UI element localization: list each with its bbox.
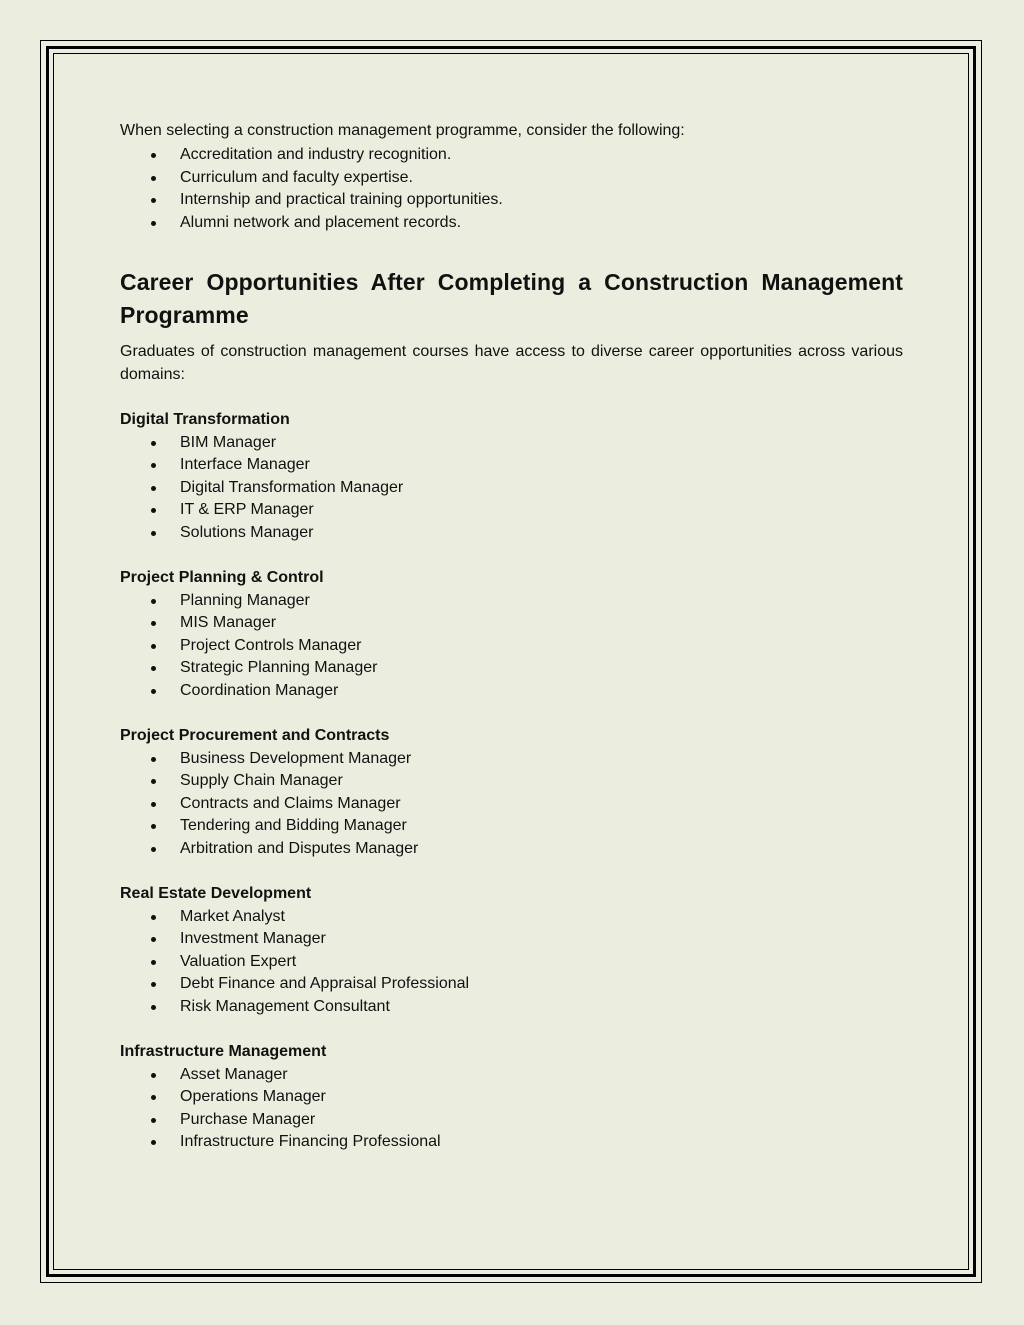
- section-heading: Career Opportunities After Completing a Construction Management Programme: [120, 269, 903, 328]
- list-item: Supply Chain Manager: [120, 770, 903, 793]
- list-item: Business Development Manager: [120, 748, 903, 771]
- section-digital-transformation: [120, 409, 903, 544]
- list-item: Internship and practical training opportunities.: [120, 189, 903, 212]
- list-item: Solutions Manager: [120, 522, 903, 545]
- section-title: Real Estate Development: [120, 885, 312, 902]
- list-item: Risk Management Consultant: [120, 996, 903, 1019]
- role-list: [120, 1064, 903, 1154]
- list-item: Interface Manager: [120, 454, 903, 477]
- list-item: Debt Finance and Appraisal Professional: [120, 973, 903, 996]
- list-item: Purchase Manager: [120, 1109, 903, 1132]
- document-body: [120, 118, 903, 1154]
- list-item: Project Controls Manager: [120, 635, 903, 658]
- role-list: [120, 906, 903, 1019]
- section-project-planning: [120, 567, 903, 702]
- list-item: Arbitration and Disputes Manager: [120, 838, 903, 861]
- list-item: MIS Manager: [120, 612, 903, 635]
- list-item: Accreditation and industry recognition.: [120, 144, 903, 167]
- list-item: Operations Manager: [120, 1086, 903, 1109]
- section-title: Project Planning & Control: [120, 569, 324, 586]
- list-item: Strategic Planning Manager: [120, 657, 903, 680]
- list-item: Contracts and Claims Manager: [120, 793, 903, 816]
- considerations-list: [120, 144, 903, 234]
- role-list: [120, 748, 903, 861]
- list-item: Asset Manager: [120, 1064, 903, 1087]
- section-real-estate: [120, 883, 903, 1018]
- list-item: Coordination Manager: [120, 680, 903, 703]
- list-item: IT & ERP Manager: [120, 499, 903, 522]
- list-item: Tendering and Bidding Manager: [120, 815, 903, 838]
- paragraph: Graduates of construction management courses have access to diverse career opportunities across various domains:: [120, 343, 903, 383]
- section-title: Project Procurement and Contracts: [120, 727, 390, 744]
- list-item: Alumni network and placement records.: [120, 212, 903, 235]
- section-title: Digital Transformation: [120, 411, 290, 428]
- list-item: Digital Transformation Manager: [120, 477, 903, 500]
- role-list: [120, 432, 903, 545]
- list-item: Curriculum and faculty expertise.: [120, 167, 903, 190]
- role-list: [120, 590, 903, 703]
- section-infrastructure: [120, 1041, 903, 1154]
- intro-text: When selecting a construction management programme, consider the following:: [120, 122, 685, 139]
- list-item: BIM Manager: [120, 432, 903, 455]
- list-item: Valuation Expert: [120, 951, 903, 974]
- list-item: Planning Manager: [120, 590, 903, 613]
- section-procurement-contracts: [120, 725, 903, 860]
- list-item: Infrastructure Financing Professional: [120, 1131, 903, 1154]
- section-title: Infrastructure Management: [120, 1043, 327, 1060]
- list-item: Investment Manager: [120, 928, 903, 951]
- list-item: Market Analyst: [120, 906, 903, 929]
